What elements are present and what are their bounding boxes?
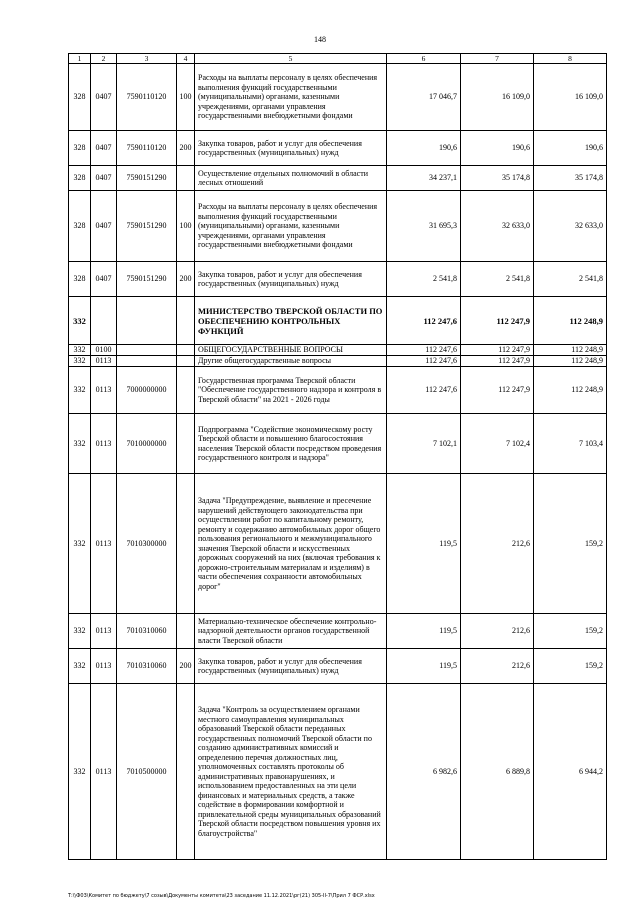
description-cell: МИНИСТЕРСТВО ТВЕРСКОЙ ОБЛАСТИ ПО ОБЕСПЕЧЕНИЮ КОНТРОЛЬНЫХ ФУНКЦИЙ <box>195 297 387 345</box>
code-admin-cell: 332 <box>69 367 91 414</box>
table-row <box>69 64 607 131</box>
file-path-footer: Т:\\Ф03\Комитет по бюджету\7 созыв\Документы комитета\23 заседание 11.12.2021\рг(21) 305-II-7\Прил 7 ФСР.xlsx <box>68 893 375 899</box>
code-section-cell: 0113 <box>91 367 117 414</box>
header-cell: 7 <box>461 54 534 64</box>
amount-2023-cell: 35 174,8 <box>461 166 534 191</box>
amount-2023-cell: 212,6 <box>461 614 534 649</box>
code-target-cell: 7010500000 <box>117 684 177 860</box>
amount-2024-cell: 159,2 <box>534 474 607 614</box>
code-section-cell: 0113 <box>91 474 117 614</box>
code-expense-type-cell <box>177 614 195 649</box>
description-cell: Другие общегосударственные вопросы <box>195 356 387 367</box>
code-admin-cell: 328 <box>69 64 91 131</box>
code-section-cell: 0407 <box>91 191 117 262</box>
code-section-cell: 0407 <box>91 64 117 131</box>
code-expense-type-cell: 200 <box>177 131 195 166</box>
header-cell: 1 <box>69 54 91 64</box>
code-admin-cell: 328 <box>69 131 91 166</box>
amount-2023-cell: 212,6 <box>461 649 534 684</box>
code-expense-type-cell <box>177 414 195 474</box>
code-expense-type-cell <box>177 297 195 345</box>
description-cell: Задача "Предупреждение, выявление и пресечение нарушений действующего законодательства при осуществлении работ по капитальному ремонту, ремонту и содержанию автомобильных дорог общего пользования регионального и межмуниципального значения Тверской области и искусственных дорожных сооружений на них (включая требования к дорожно-строительным материалам и изделиям) в части обеспечения сохранности автомобильных дорог" <box>195 474 387 614</box>
description-cell: Подпрограмма "Содействие экономическому росту Тверской области и повышению благосостояния населения Тверской области посредством проведения государственного контроля и надзора" <box>195 414 387 474</box>
code-admin-cell: 332 <box>69 649 91 684</box>
amount-2024-cell: 190,6 <box>534 131 607 166</box>
code-target-cell: 7010310060 <box>117 614 177 649</box>
amount-2024-cell: 112 248,9 <box>534 356 607 367</box>
code-target-cell: 7590110120 <box>117 64 177 131</box>
code-section-cell <box>91 297 117 345</box>
budget-table <box>68 53 607 860</box>
amount-2022-cell: 190,6 <box>387 131 461 166</box>
code-expense-type-cell <box>177 356 195 367</box>
amount-2023-cell: 6 889,8 <box>461 684 534 860</box>
amount-2022-cell: 6 982,6 <box>387 684 461 860</box>
code-section-cell: 0407 <box>91 166 117 191</box>
amount-2022-cell: 112 247,6 <box>387 356 461 367</box>
code-target-cell <box>117 297 177 345</box>
header-cell: 2 <box>91 54 117 64</box>
amount-2024-cell: 7 103,4 <box>534 414 607 474</box>
amount-2022-cell: 2 541,8 <box>387 262 461 297</box>
amount-2024-cell: 2 541,8 <box>534 262 607 297</box>
amount-2024-cell: 32 633,0 <box>534 191 607 262</box>
description-cell: Осуществление отдельных полномочий в области лесных отношений <box>195 166 387 191</box>
amount-2023-cell: 7 102,4 <box>461 414 534 474</box>
amount-2023-cell: 190,6 <box>461 131 534 166</box>
code-admin-cell: 332 <box>69 614 91 649</box>
code-target-cell: 7590151290 <box>117 262 177 297</box>
description-cell: Задача "Контроль за осуществлением органами местного самоуправления муниципальных образований Тверской области переданных государственных полномочий Тверской области по созданию административных комиссий и определению перечня должностных лиц, уполномоченных составлять протоколы об административных правонарушениях, и использованием предоставленных на эти цели финансовых и материальных средств, а также содействие в формировании комфортной и привлекательной среды муниципальных образований Тверской области посредством повышения уровня их благоустройства" <box>195 684 387 860</box>
amount-2023-cell: 112 247,9 <box>461 367 534 414</box>
amount-2023-cell: 212,6 <box>461 474 534 614</box>
table-row <box>69 367 607 414</box>
header-cell: 8 <box>534 54 607 64</box>
code-target-cell: 7010000000 <box>117 414 177 474</box>
code-admin-cell: 332 <box>69 297 91 345</box>
amount-2023-cell: 16 109,0 <box>461 64 534 131</box>
code-expense-type-cell: 200 <box>177 649 195 684</box>
header-cell: 5 <box>195 54 387 64</box>
code-target-cell: 7000000000 <box>117 367 177 414</box>
table-row <box>69 356 607 367</box>
code-section-cell: 0113 <box>91 356 117 367</box>
header-cell: 3 <box>117 54 177 64</box>
code-target-cell <box>117 356 177 367</box>
table-row <box>69 262 607 297</box>
amount-2023-cell: 112 247,9 <box>461 297 534 345</box>
code-target-cell: 7590151290 <box>117 166 177 191</box>
code-target-cell: 7590110120 <box>117 131 177 166</box>
page-number: 148 <box>314 35 326 44</box>
amount-2024-cell: 159,2 <box>534 614 607 649</box>
code-target-cell <box>117 345 177 356</box>
code-admin-cell: 328 <box>69 191 91 262</box>
amount-2024-cell: 112 248,9 <box>534 345 607 356</box>
table-row <box>69 345 607 356</box>
header-row <box>69 54 607 64</box>
amount-2022-cell: 112 247,6 <box>387 367 461 414</box>
code-section-cell: 0113 <box>91 414 117 474</box>
amount-2024-cell: 159,2 <box>534 649 607 684</box>
amount-2022-cell: 119,5 <box>387 474 461 614</box>
code-admin-cell: 332 <box>69 356 91 367</box>
code-section-cell: 0407 <box>91 131 117 166</box>
amount-2024-cell: 16 109,0 <box>534 64 607 131</box>
amount-2024-cell: 35 174,8 <box>534 166 607 191</box>
table-row <box>69 474 607 614</box>
amount-2023-cell: 112 247,9 <box>461 345 534 356</box>
amount-2023-cell: 2 541,8 <box>461 262 534 297</box>
amount-2023-cell: 32 633,0 <box>461 191 534 262</box>
description-cell: Закупка товаров, работ и услуг для обеспечения государственных (муниципальных) нужд <box>195 262 387 297</box>
amount-2022-cell: 34 237,1 <box>387 166 461 191</box>
description-cell: Закупка товаров, работ и услуг для обеспечения государственных (муниципальных) нужд <box>195 649 387 684</box>
amount-2022-cell: 119,5 <box>387 649 461 684</box>
description-cell: Государственная программа Тверской области "Обеспечение государственного надзора и контроля в Тверской области" на 2021 - 2026 годы <box>195 367 387 414</box>
code-target-cell: 7010300000 <box>117 474 177 614</box>
description-cell: Расходы на выплаты персоналу в целях обеспечения выполнения функций государственными (муниципальными) органами, казенными учреждениями, органами управления государственными внебюджетными фондами <box>195 191 387 262</box>
code-expense-type-cell <box>177 345 195 356</box>
header-cell: 6 <box>387 54 461 64</box>
amount-2022-cell: 7 102,1 <box>387 414 461 474</box>
table-row <box>69 649 607 684</box>
description-cell: Материально-техническое обеспечение контрольно-надзорной деятельности органов государственной власти Тверской области <box>195 614 387 649</box>
code-expense-type-cell: 100 <box>177 64 195 131</box>
code-admin-cell: 332 <box>69 345 91 356</box>
code-section-cell: 0113 <box>91 614 117 649</box>
code-expense-type-cell <box>177 367 195 414</box>
header-cell: 4 <box>177 54 195 64</box>
amount-2024-cell: 112 248,9 <box>534 297 607 345</box>
table-row <box>69 166 607 191</box>
code-section-cell: 0407 <box>91 262 117 297</box>
amount-2024-cell: 6 944,2 <box>534 684 607 860</box>
description-cell: Закупка товаров, работ и услуг для обеспечения государственных (муниципальных) нужд <box>195 131 387 166</box>
table-row <box>69 297 607 345</box>
table-row <box>69 191 607 262</box>
amount-2022-cell: 17 046,7 <box>387 64 461 131</box>
amount-2022-cell: 112 247,6 <box>387 345 461 356</box>
code-admin-cell: 328 <box>69 262 91 297</box>
code-admin-cell: 332 <box>69 474 91 614</box>
amount-2023-cell: 112 247,9 <box>461 356 534 367</box>
code-section-cell: 0113 <box>91 684 117 860</box>
code-admin-cell: 332 <box>69 414 91 474</box>
table-row <box>69 684 607 860</box>
table-row <box>69 131 607 166</box>
code-section-cell: 0113 <box>91 649 117 684</box>
code-expense-type-cell: 200 <box>177 262 195 297</box>
code-target-cell: 7010310060 <box>117 649 177 684</box>
code-admin-cell: 328 <box>69 166 91 191</box>
code-expense-type-cell <box>177 684 195 860</box>
amount-2024-cell: 112 248,9 <box>534 367 607 414</box>
amount-2022-cell: 112 247,6 <box>387 297 461 345</box>
description-cell: ОБЩЕГОСУДАРСТВЕННЫЕ ВОПРОСЫ <box>195 345 387 356</box>
amount-2022-cell: 31 695,3 <box>387 191 461 262</box>
code-expense-type-cell <box>177 474 195 614</box>
description-cell: Расходы на выплаты персоналу в целях обеспечения выполнения функций государственными (муниципальными) органами, казенными учреждениями, органами управления государственными внебюджетными фондами <box>195 64 387 131</box>
code-expense-type-cell: 100 <box>177 191 195 262</box>
code-target-cell: 7590151290 <box>117 191 177 262</box>
table-row <box>69 414 607 474</box>
code-section-cell: 0100 <box>91 345 117 356</box>
table-row <box>69 614 607 649</box>
amount-2022-cell: 119,5 <box>387 614 461 649</box>
code-expense-type-cell <box>177 166 195 191</box>
code-admin-cell: 332 <box>69 684 91 860</box>
